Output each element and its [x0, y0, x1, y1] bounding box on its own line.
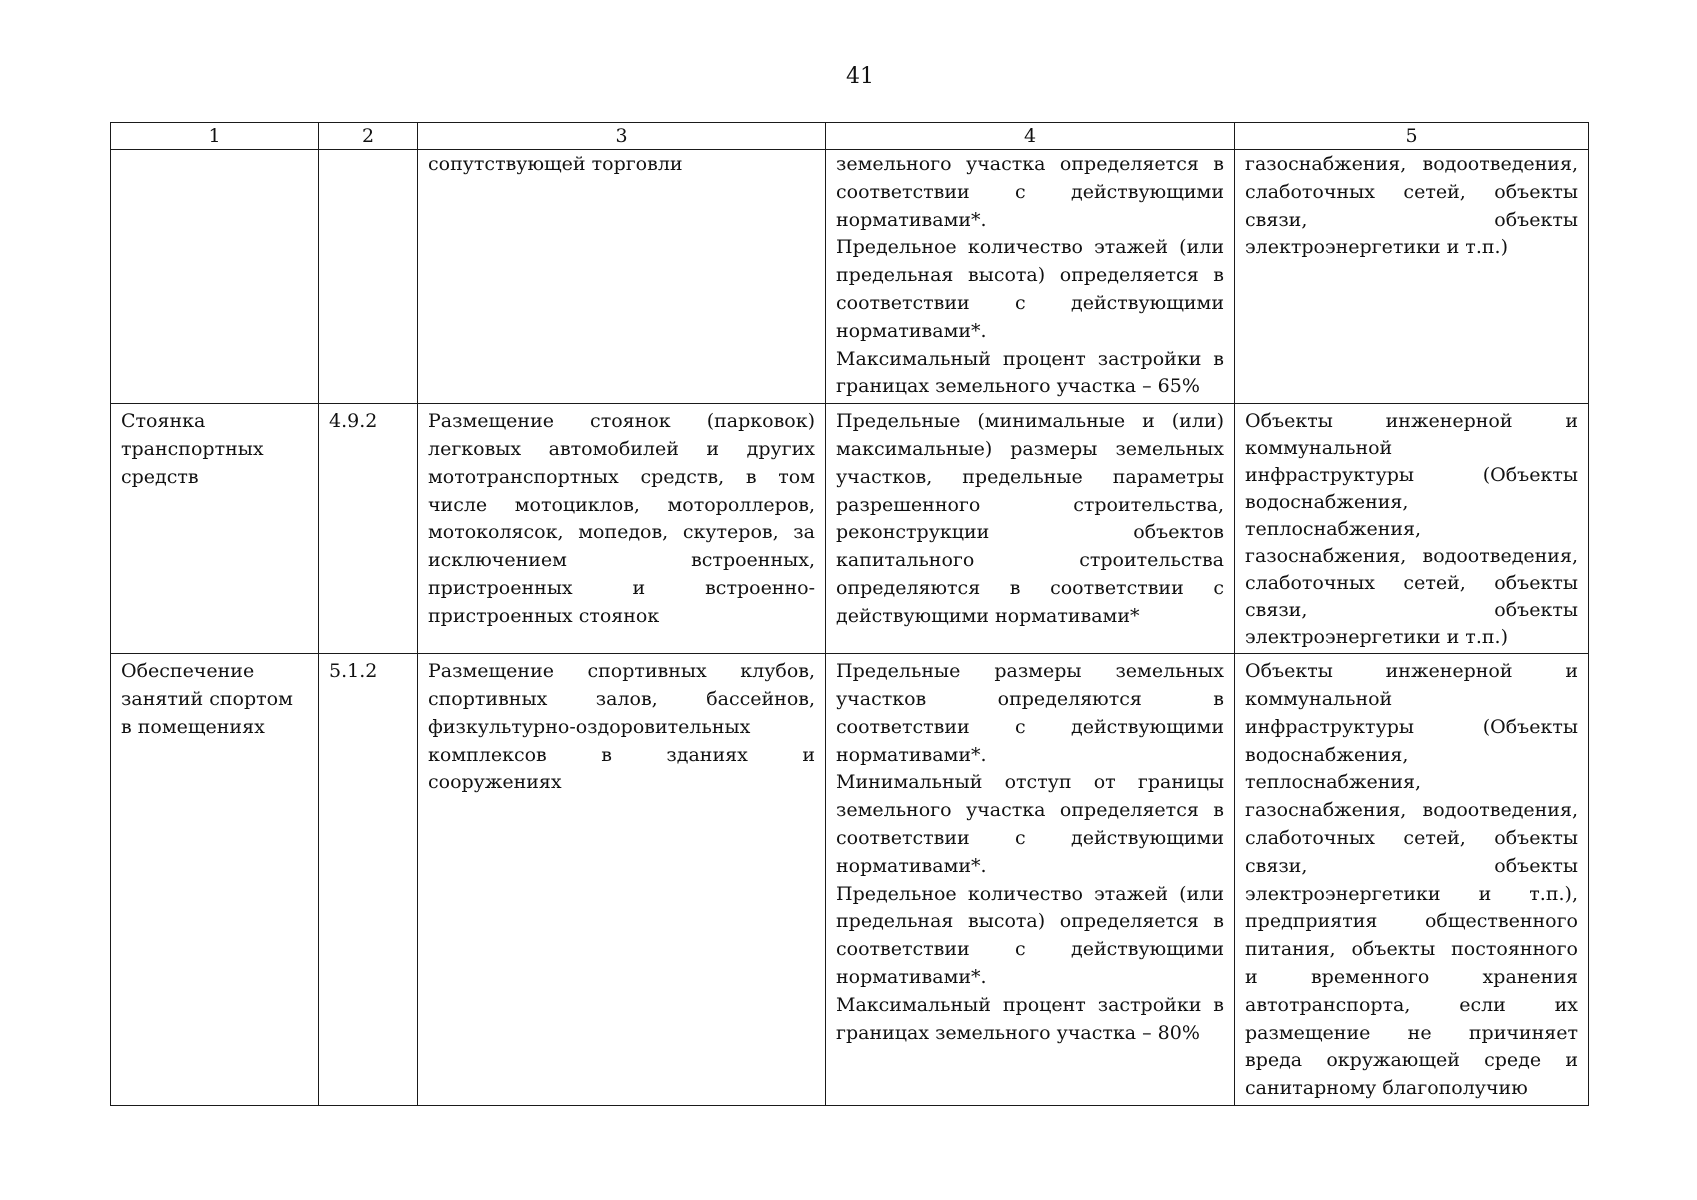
- row-0-code: [319, 150, 418, 404]
- text-line: газоснабжения, водоотведения,: [1245, 545, 1578, 568]
- text-line: спортивных залов, бассейнов,: [428, 687, 815, 710]
- text-line: транспортных: [121, 437, 264, 460]
- text-line: действующими нормативами*: [836, 604, 1140, 627]
- text-line: Стоянка: [121, 410, 206, 433]
- text-line: нормативами*.: [836, 743, 987, 766]
- text-line: газоснабжения, водоотведения,: [1245, 153, 1578, 175]
- zoning-table: [110, 122, 1589, 1106]
- text-line: инфраструктуры (Объекты: [1245, 715, 1578, 738]
- text-line: предельная высота) определяется в: [836, 264, 1224, 287]
- header-col-2: 2: [319, 123, 418, 150]
- row-1-name: [111, 404, 319, 654]
- row-0-parameters: [826, 150, 1235, 404]
- text-line: санитарному благополучию: [1245, 1077, 1528, 1100]
- text-line: Размещение спортивных клубов,: [428, 660, 815, 683]
- text-line: Предельные размеры земельных: [836, 660, 1224, 683]
- text-line: и временного хранения: [1245, 965, 1578, 988]
- text-line: пристроенных стоянок: [428, 604, 660, 627]
- row-1-parameters: [826, 404, 1235, 654]
- text-line: газоснабжения, водоотведения,: [1245, 799, 1578, 822]
- text-line: предельная высота) определяется в: [836, 910, 1224, 933]
- row-1-related-objects: [1235, 404, 1589, 654]
- text-line: определяются в соответствии с: [836, 576, 1224, 599]
- text-line: теплоснабжения,: [1245, 771, 1422, 794]
- text-line: слаботочных сетей, объекты: [1245, 572, 1578, 595]
- text-line: Объекты инженерной и: [1245, 660, 1578, 683]
- text-line: связи, объекты: [1245, 854, 1578, 877]
- text-line: Максимальный процент застройки в: [836, 347, 1224, 370]
- text-line: теплоснабжения,: [1245, 518, 1422, 541]
- text-line: связи, объекты: [1245, 599, 1578, 622]
- text-line: мотоколясок, мопедов, скутеров, за: [428, 521, 815, 544]
- row-1-code: 4.9.2: [319, 404, 418, 654]
- text-line: капитального строительства: [836, 549, 1224, 572]
- text-line: в помещениях: [121, 715, 265, 738]
- text-line: связи, объекты: [1245, 208, 1578, 231]
- text-line: нормативами*.: [836, 208, 987, 231]
- header-col-1: 1: [111, 123, 319, 150]
- text-line: электроэнергетики и т.п.),: [1245, 882, 1578, 905]
- text-line: соответствии с действующими: [836, 938, 1224, 961]
- row-2-code: 5.1.2: [319, 654, 418, 1106]
- text-line: автотранспорта, если их: [1245, 993, 1578, 1016]
- text-line: максимальные) размеры земельных: [836, 437, 1224, 460]
- header-col-3: 3: [418, 123, 826, 150]
- text-line: слаботочных сетей, объекты: [1245, 826, 1578, 849]
- text-line: Обеспечение: [121, 660, 255, 683]
- text-line: Размещение стоянок (парковок): [428, 410, 815, 433]
- text-line: соответствии с действующими: [836, 715, 1224, 738]
- table-row: [111, 404, 1589, 654]
- text-line: питания, объекты постоянного: [1245, 938, 1578, 961]
- row-2-name: [111, 654, 319, 1106]
- row-0-name: [111, 150, 319, 404]
- text-line: нормативами*.: [836, 319, 987, 342]
- text-line: Минимальный отступ от границы: [836, 771, 1224, 794]
- row-2-description: [418, 654, 826, 1106]
- text-line: коммунальной: [1245, 437, 1393, 460]
- text-line: Предельное количество этажей (или: [836, 882, 1224, 905]
- text-line: комплексов в зданиях и: [428, 743, 815, 766]
- row-0-description: [418, 150, 826, 404]
- row-1-description: [418, 404, 826, 654]
- text-line: нормативами*.: [836, 854, 987, 877]
- text-line: размещение не причиняет: [1245, 1021, 1578, 1044]
- text-line: коммунальной: [1245, 687, 1393, 710]
- text-line: инфраструктуры (Объекты: [1245, 464, 1578, 487]
- text-line: реконструкции объектов: [836, 521, 1224, 544]
- table-header-row: [111, 123, 1589, 150]
- text-line: средств: [121, 465, 199, 488]
- text-line: мототранспортных средств, в том: [428, 465, 815, 488]
- text-line: участков, предельные параметры: [836, 465, 1224, 488]
- text-line: слаботочных сетей, объекты: [1245, 180, 1578, 203]
- text-line: водоснабжения,: [1245, 743, 1409, 766]
- text-line: участков определяются в: [836, 687, 1224, 710]
- row-2-related-objects: [1235, 654, 1589, 1106]
- text-line: границах земельного участка – 65%: [836, 375, 1200, 398]
- page-number: 41: [846, 64, 874, 89]
- text-line: Максимальный процент застройки в: [836, 993, 1224, 1016]
- text-line: физкультурно-оздоровительных: [428, 715, 751, 738]
- row-2-parameters: [826, 654, 1235, 1106]
- text-line: земельного участка определяется в: [836, 153, 1224, 175]
- text-line: вреда окружающей среде и: [1245, 1049, 1578, 1072]
- text-line: разрешенного строительства,: [836, 493, 1224, 516]
- text-line: сопутствующей торговли: [428, 153, 683, 175]
- text-line: сооружениях: [428, 771, 562, 794]
- text-line: электроэнергетики и т.п.): [1245, 626, 1508, 649]
- text-line: легковых автомобилей и других: [428, 437, 815, 460]
- text-line: нормативами*.: [836, 965, 987, 988]
- text-line: Предельные (минимальные и (или): [836, 410, 1224, 433]
- text-line: Объекты инженерной и: [1245, 410, 1578, 433]
- header-col-4: 4: [826, 123, 1235, 150]
- text-line: исключением встроенных,: [428, 549, 815, 572]
- text-line: предприятия общественного: [1245, 910, 1578, 933]
- table-row: [111, 654, 1589, 1106]
- text-line: границах земельного участка – 80%: [836, 1021, 1200, 1044]
- table-row: [111, 150, 1589, 404]
- text-line: занятий спортом: [121, 687, 293, 710]
- text-line: Предельное количество этажей (или: [836, 236, 1224, 259]
- text-line: электроэнергетики и т.п.): [1245, 236, 1508, 259]
- text-line: водоснабжения,: [1245, 491, 1409, 514]
- text-line: соответствии с действующими: [836, 291, 1224, 314]
- text-line: земельного участка определяется в: [836, 799, 1224, 822]
- text-line: пристроенных и встроенно-: [428, 576, 815, 599]
- text-line: числе мотоциклов, мотороллеров,: [428, 493, 815, 516]
- row-0-related-objects: [1235, 150, 1589, 404]
- header-col-5: 5: [1235, 123, 1589, 150]
- text-line: соответствии с действующими: [836, 826, 1224, 849]
- text-line: соответствии с действующими: [836, 180, 1224, 203]
